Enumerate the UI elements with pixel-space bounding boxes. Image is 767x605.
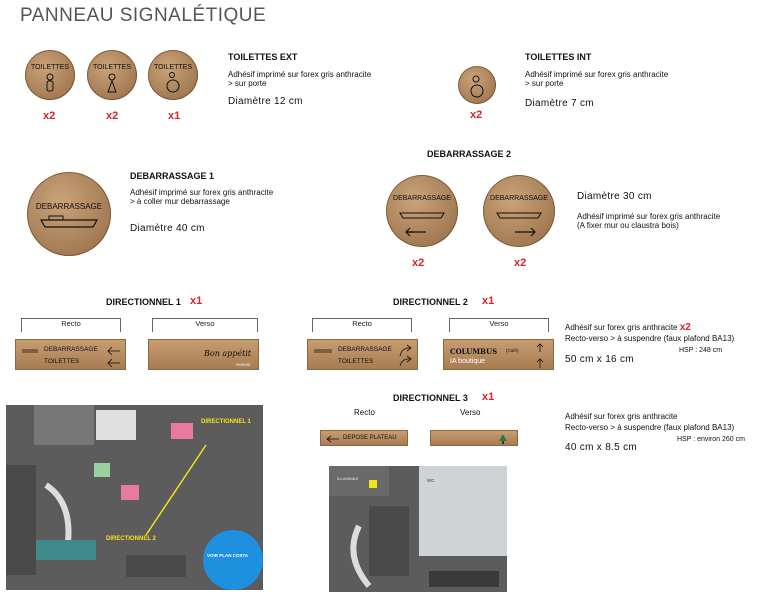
directionnel3-dims: 40 cm x 8.5 cm [565,442,637,453]
debarrassage1-desc2: > à coller mur debarrassage [130,197,230,206]
toilettes-ext-diameter: Diamètre 12 cm [228,96,303,107]
qty-badge: x2 [514,257,527,269]
recto-label: Recto [352,319,372,328]
page-title: PANNEAU SIGNALÉTIQUE [20,5,267,26]
directionnel2-hsp: HSP : 248 cm [679,347,723,354]
directionnel2-recto-sign [307,339,418,370]
disk-label: DEBARRASSAGE [490,195,548,202]
debarrassage1-desc1: Adhésif imprimé sur forex gris anthracite [130,188,274,197]
directionnel2-dims: 50 cm x 16 cm [565,354,634,365]
recto-label: Recto [61,319,81,328]
verso-label: Verso [195,319,215,328]
sign-line-debarrassage: DEBARRASSAGE [44,346,98,353]
toilettes-ext-desc1: Adhésif imprimé sur forex gris anthracite [228,70,372,79]
arrow-right-icon [483,175,555,247]
verso-boutique-text: IA boutique [450,358,486,365]
qty-badge: x2 [412,257,425,269]
floor-plan-left [6,405,263,590]
disk-label: TOILETTES [93,64,131,71]
hanging-wire [21,318,121,332]
toilettes-ext-heading: TOILETTES EXT [228,52,298,62]
qty-badge: x1 [190,295,203,307]
directionnel1-recto-sign [15,339,126,370]
plan-label-dir2: DIRECTIONNEL 2 [106,536,156,542]
debarrassage2-desc1: Adhésif imprimé sur forex gris anthracite [577,212,721,221]
tree-logo-icon [431,431,519,447]
verso-script-text: Bon appétit [204,349,252,358]
directionnel2-desc1 [565,323,691,332]
toilettes-int-heading: TOILETTES INT [525,52,592,62]
floor-plan-drawing [329,466,507,592]
recto-label: Recto [354,408,375,417]
debarrassage2-right-disk [483,175,555,247]
toilettes-int-desc1: Adhésif imprimé sur forex gris anthracite [525,70,669,79]
directionnel2-verso-sign [443,339,554,370]
plan-zone-label: WC [427,478,435,483]
plan-zone-label: ILLUMINAS [337,476,359,481]
disk-label: DEBARRASSAGE [393,195,451,202]
qty-badge: x2 [106,110,119,122]
verso-brand-text: COLUMBUS [450,347,498,356]
man-icon [25,50,75,100]
arrow-up-icon [444,340,555,371]
plan-circle-label: VOIR PLAN COSTA [207,553,249,558]
sign-line-toilettes: TOILETTES [338,358,374,365]
debarrassage1-diameter: Diamètre 40 cm [130,223,205,234]
accessible-icon [148,50,198,100]
hanging-wire [449,318,549,332]
directionnel3-hsp: HSP : environ 260 cm [677,436,745,443]
directionnel3-heading: DIRECTIONNEL 3 [393,393,468,403]
tray-icon [27,172,111,256]
directionnel3-desc1: Adhésif sur forex gris anthracite [565,412,678,421]
debarrassage1-disk [27,172,111,256]
toilettes-accessible-disk [148,50,198,100]
qty-badge: x2 [470,109,483,121]
verso-label: Verso [489,319,509,328]
arrow-left-icon [386,175,458,247]
sign-line-depose-plateau: DEPOSE PLATEAU [343,435,397,441]
debarrassage2-desc2: (A fixer mur ou claustra bois) [577,221,679,230]
directionnel2-heading: DIRECTIONNEL 2 [393,297,468,307]
directionnel1-heading: DIRECTIONNEL 1 [106,297,181,307]
floor-plan-drawing [6,405,263,590]
toilettes-woman-disk [87,50,137,100]
debarrassage2-left-disk [386,175,458,247]
hanging-wire [152,318,258,332]
arrow-left-icon [16,340,127,371]
debarrassage1-heading: DEBARRASSAGE 1 [130,171,215,181]
qty-badge: x1 [168,110,181,122]
disk-label: TOILETTES [154,64,192,71]
sign-line-toilettes: TOILETTES [44,358,80,365]
floor-plan-right [329,466,507,592]
directionnel1-verso-sign [148,339,259,370]
verso-small-text: newest [236,362,251,367]
desc-text: Adhésif sur forex gris anthracite [565,323,678,332]
hanging-wire [312,318,412,332]
qty-badge: x1 [482,391,495,403]
disk-label: TOILETTES [31,64,69,71]
plan-label-dir1: DIRECTIONNEL 1 [201,419,251,425]
qty-badge: x1 [482,295,495,307]
debarrassage2-diameter: Diamètre 30 cm [577,191,652,202]
directionnel3-verso-sign [430,430,518,446]
debarrassage2-heading: DEBARRASSAGE 2 [427,149,512,159]
toilettes-ext-desc2: > sur porte [228,79,267,88]
qty-badge: x2 [43,110,56,122]
toilettes-man-disk [25,50,75,100]
directionnel3-desc2: Recto-verso > à suspendre (faux plafond BA13) [565,423,735,432]
disk-label: DEBARRASSAGE [35,202,103,211]
sign-line-debarrassage: DEBARRASSAGE [338,346,392,353]
verso-label: Verso [460,408,481,417]
toilettes-int-diameter: Diamètre 7 cm [525,98,594,109]
qty-badge: x2 [679,322,691,333]
accessible-icon [458,66,496,104]
toilettes-int-disk [458,66,496,104]
toilettes-int-desc2: > sur porte [525,79,564,88]
directionnel3-recto-sign [320,430,408,446]
arrow-curve-icon [308,340,419,371]
woman-icon [87,50,137,100]
directionnel2-desc2: Recto-verso > à suspendre (faux plafond BA13) [565,334,735,343]
verso-brand-small: (Café) [506,348,519,353]
